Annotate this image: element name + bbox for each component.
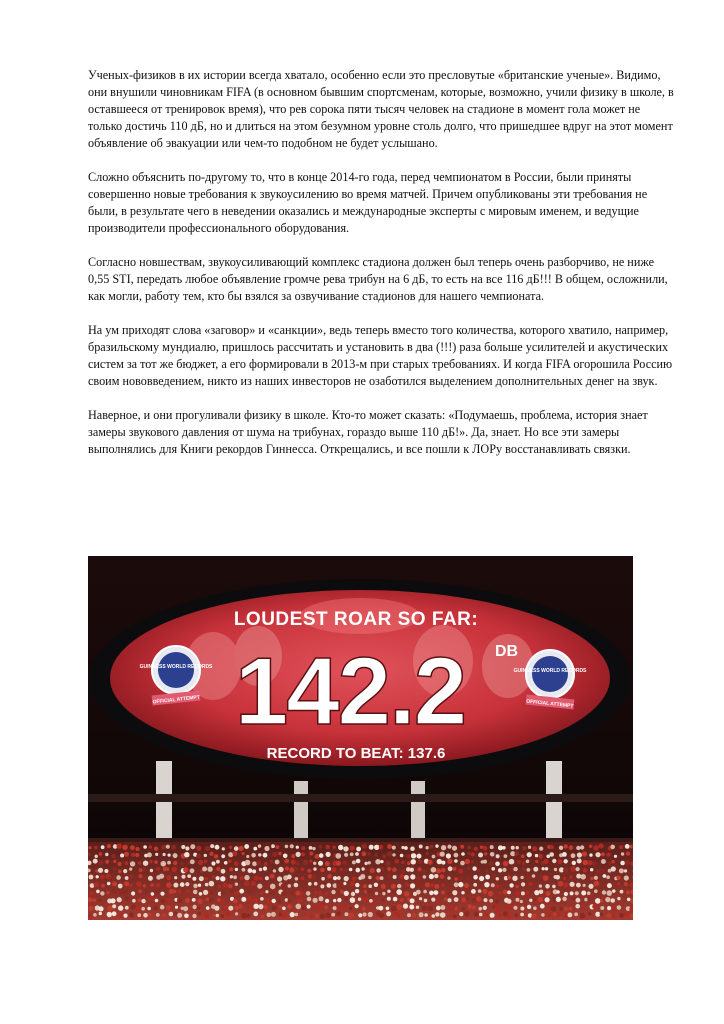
- paragraph: Согласно новшествам, звукоусиливающий комплекс стадиона должен был теперь очень разборчиво, не ниже 0,55 STI, передать любое объявление громче рева трибун на 6 дБ, то есть на все 116 дБ!!! В общем, осложнили, как могли, работу тем, кто бы взялся за озвучивание стадионов для нашего чемпионата.: [88, 255, 668, 303]
- paragraph: Ученых-физиков в их истории всегда хватало, особенно если это пресловутые «британские ученые». Видимо, они внушили чиновникам FIFA (в основном бывшим спортсменам, которые, возможно, учили физику в школе, в оставшееся от тренировок время), что рев сорока пяти тысяч человек на стадионе в момент гола может не только достичь 110 дБ, но и длиться на этом безумном уровне столь долго, что пришедшее вдруг на этот момент объявление об эвакуации или чем-то подобном не будет услышано.: [88, 68, 674, 150]
- scoreboard-headline: LOUDEST ROAR SO FAR:: [233, 609, 479, 630]
- scoreboard-reading: 142.2: [234, 638, 466, 745]
- badge-ribbon: OFFICIAL ATTEMPT: [152, 694, 201, 706]
- paragraph: На ум приходят слова «заговор» и «санкции», ведь теперь вместо того количества, которого хватило, например, бразильскому мундиалю, пришлось рассчитать и установить в два (!!!) раза больше усилителей и акустических систем за тот же бюджет, а его формировали в 2013-м при старых требованиях. И когда FIFA огорошила Россию своим нововведением, никто из наших инвесторов не озаботился выделением дополнительных денег на звук.: [88, 323, 673, 388]
- badge-text: GUINNESS WORLD RECORDS: [139, 664, 213, 670]
- stadium-scoreboard-photo: [88, 556, 633, 920]
- scoreboard-subline: RECORD TO BEAT: 137.6: [266, 745, 446, 762]
- paragraph: Сложно объяснить по-другому то, что в конце 2014-го года, перед чемпионатом в России, были приняты совершенно новые требования к звукоусилению во время матчей. Причем опубликованы эти требования не были, в результате чего в неведении оказались и международные эксперты с мировым именем, и ведущие производители профессионального оборудования.: [88, 170, 648, 235]
- badge-text: GUINNESS WORLD RECORDS: [513, 668, 587, 674]
- badge-ribbon: OFFICIAL ATTEMPT: [525, 698, 574, 710]
- article-text: [88, 67, 674, 475]
- stadium-crowd: [88, 838, 633, 920]
- paragraph: Наверное, и они прогуливали физику в школе. Кто-то может сказать: «Подумаешь, проблема, история знает замеры звукового давления от шума на трибунах, гораздо выше 110 дБ!». Да, знает. Но все эти замеры выполнялись для Книги рекордов Гиннесса. Открещались, и все пошли к ЛОРу восстанавливать связки.: [88, 408, 648, 456]
- scoreboard-unit: DB: [495, 643, 519, 660]
